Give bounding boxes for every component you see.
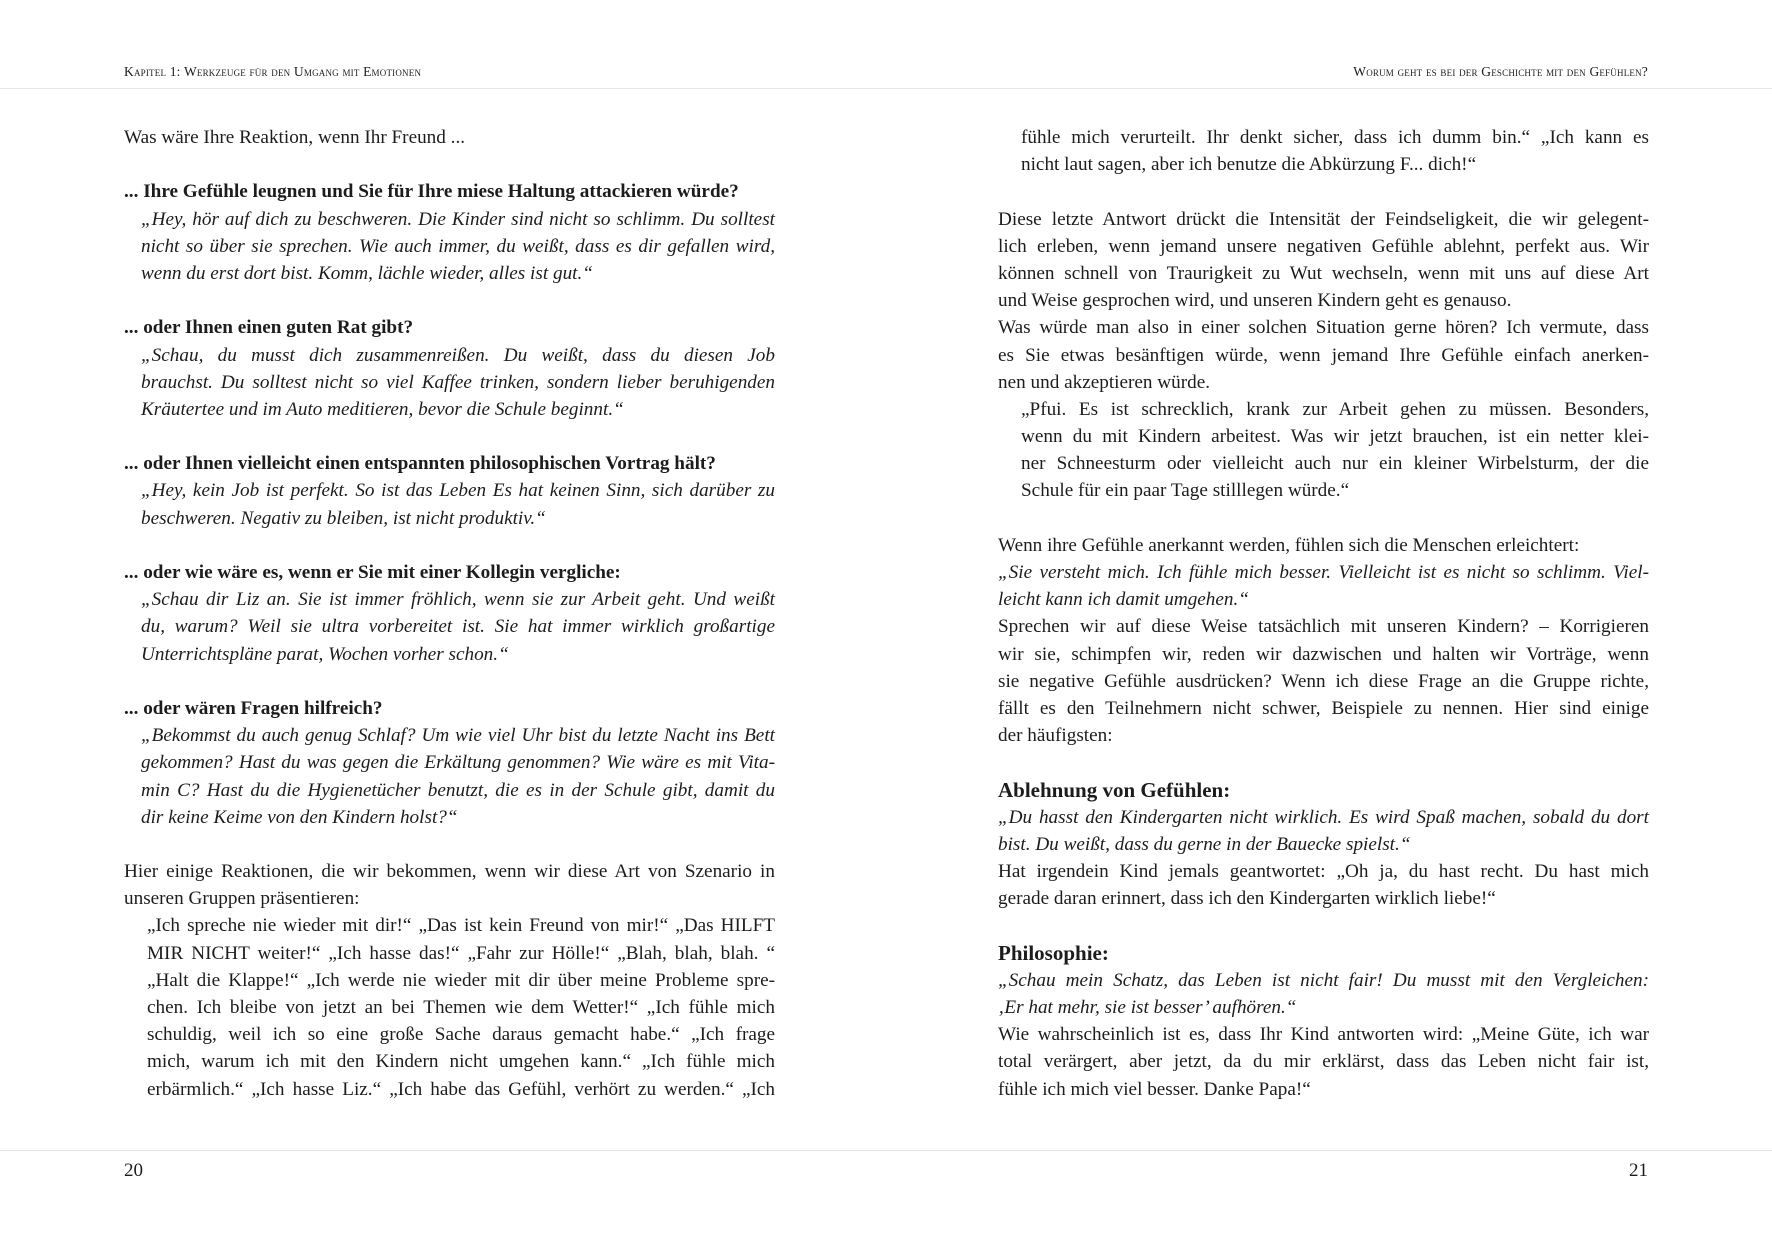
paragraph <box>998 314 1649 396</box>
text-line: Wenn ihre Gefühle anerkannt werden, fühlen sich die Menschen erleichtert: <box>998 534 1580 556</box>
section-heading <box>998 940 1649 967</box>
text-line: du, warum? Weil sie ultra vorbereitet ist. Sie hat immer wirklich großartige <box>141 616 775 638</box>
text-line: sie negative Gefühle ausdrücken? Wenn ich diese Frage an die Gruppe richte, <box>998 670 1649 692</box>
text-line: wenn du erst dort bist. Komm, lächle wieder, alles ist gut.“ <box>141 262 593 284</box>
right-page-body <box>998 124 1649 1103</box>
text-line: leicht kann ich damit umgehen.“ <box>998 589 1249 611</box>
text-line: mich, warum ich mit den Kindern nicht umgehen kann.“ „Ich fühle mich <box>147 1051 775 1073</box>
text-line: ... oder wie wäre es, wenn er Sie mit einer Kollegin vergliche: <box>124 562 621 583</box>
quote <box>998 559 1649 613</box>
quote <box>124 206 775 288</box>
text-line: Kräutertee und im Auto meditieren, bevor die Schule beginnt.“ <box>141 398 624 420</box>
text-line: MIR NICHT weiter!“ „Ich hasse das!“ „Fahr zur Hölle!“ „Blah, blah, blah. “ <box>147 942 775 964</box>
text-line: Hier einige Reaktionen, die wir bekommen, wenn wir diese Art von Szenario in <box>124 861 775 883</box>
quote <box>124 586 775 668</box>
text-line: „Schau dir Liz an. Sie ist immer fröhlich, wenn sie zur Arbeit geht. Und weißt <box>141 589 775 611</box>
text-line: min C? Hast du die Hygienetücher benutzt, die es in der Schule gibt, damit du <box>141 779 775 801</box>
text-line: Schule für ein paar Tage stilllegen würde.“ <box>1021 480 1350 502</box>
paragraph <box>998 858 1649 912</box>
quote <box>998 396 1649 505</box>
text-line: „Halt die Klappe!“ „Ich werde nie wieder mit dir über meine Probleme spre- <box>147 969 775 991</box>
paragraph <box>998 532 1649 559</box>
text-line: Diese letzte Antwort drückt die Intensität der Feindseligkeit, die wir gelegent- <box>998 208 1649 230</box>
text-line: „Ich spreche nie wieder mit dir!“ „Das ist kein Freund von mir!“ „Das HILFT <box>147 915 775 937</box>
text-line: nicht so über sie sprechen. Wie auch immer, du weißt, dass es dir gefallen wird, <box>141 235 775 257</box>
text-line: ner Schneesturm oder vielleicht auch nur ein kleiner Wirbelsturm, der die <box>1021 453 1649 475</box>
section-heading <box>998 777 1649 804</box>
text-line: beschweren. Negativ zu bleiben, ist nicht produktiv.“ <box>141 507 546 529</box>
text-line: fällt es den Teilnehmern nicht schwer, Beispiele zu nennen. Hier sind einige <box>998 697 1649 719</box>
text-line: ‚Er hat mehr, sie ist besser’ aufhören.“ <box>998 997 1297 1018</box>
text-line: Wie wahrscheinlich ist es, dass Ihr Kind antworten wird: „Meine Güte, ich war <box>998 1024 1649 1046</box>
text-line: „Sie versteht mich. Ich fühle mich besser. Vielleicht ist es nicht so schlimm. Viel- <box>998 562 1649 583</box>
subheading <box>124 559 775 586</box>
text-line: „Pfui. Es ist schrecklich, krank zur Arbeit gehen zu müssen. Besonders, <box>1021 398 1649 420</box>
running-head-left: Kapitel 1: Werkzeuge für den Umgang mit Emotionen <box>124 64 422 79</box>
text-line: „Hey, hör auf dich zu beschweren. Die Kinder sind nicht so schlimm. Du solltest <box>141 208 775 230</box>
paragraph <box>998 613 1649 749</box>
reactions-quote <box>124 912 775 1102</box>
text-line: Hat irgendein Kind jemals geantwortet: „Oh ja, du hast recht. Du hast mich <box>998 861 1649 883</box>
page-number-right: 21 <box>1629 1160 1648 1181</box>
text-line: dir keine Keime von den Kindern holst?“ <box>141 806 458 828</box>
text-line: Sprechen wir auf diese Weise tatsächlich mit unseren Kindern? – Korrigieren <box>998 616 1649 638</box>
quote <box>124 342 775 424</box>
text-line: Was würde man also in einer solchen Situation gerne hören? Ich vermute, dass <box>998 317 1649 339</box>
text-line: nicht laut sagen, aber ich benutze die Abkürzung F... dich!“ <box>1021 154 1477 176</box>
text-line: total verärgert, aber jetzt, da du mir erklärst, dass das Leben nicht fair ist, <box>998 1051 1649 1073</box>
page-number-left: 20 <box>124 1160 143 1181</box>
text-line: unseren Gruppen präsentieren: <box>124 888 360 910</box>
quote <box>998 804 1649 858</box>
subheading <box>124 695 775 722</box>
text-line: Philosophie: <box>998 940 1109 965</box>
paragraph <box>998 206 1649 315</box>
text-line: „Bekommst du auch genug Schlaf? Um wie viel Uhr bist du letzte Nacht ins Bett <box>141 725 775 747</box>
text-line: ... oder wären Fragen hilfreich? <box>124 697 383 719</box>
text-line: chen. Ich bleibe von jetzt an bei Themen wie dem Wetter!“ „Ich fühle mich <box>147 997 775 1018</box>
text-line: „Du hasst den Kindergarten nicht wirklich. Es wird Spaß machen, sobald du dort <box>998 806 1649 828</box>
subheading <box>124 178 775 205</box>
paragraph <box>998 1021 1649 1103</box>
intro-paragraph <box>124 124 775 151</box>
text-line: gekommen? Hast du was gegen die Erkältung genommen? Wie wäre es mit Vita- <box>141 752 775 774</box>
text-line: gerade daran erinnert, dass ich den Kindergarten wirklich liebe!“ <box>998 888 1496 910</box>
text-line: können schnell von Traurigkeit zu Wut wechseln, wenn mit uns auf diese Art <box>998 262 1649 284</box>
paragraph <box>124 858 775 912</box>
quote <box>124 477 775 531</box>
text-line: Ablehnung von Gefühlen: <box>998 777 1231 802</box>
text-line: fühle ich mich viel besser. Danke Papa!“ <box>998 1078 1311 1100</box>
text-line: Was wäre Ihre Reaktion, wenn Ihr Freund ... <box>124 127 466 148</box>
left-page-body <box>124 124 775 1103</box>
running-head-right: Worum geht es bei der Geschichte mit den Gefühlen? <box>1353 64 1648 79</box>
text-line: fühle mich verurteilt. Ihr denkt sicher, dass ich dumm bin.“ „Ich kann es <box>1021 127 1649 148</box>
text-line: der häufigsten: <box>998 725 1113 747</box>
text-line: erbärmlich.“ „Ich hasse Liz.“ „Ich habe das Gefühl, verhört zu werden.“ „Ich <box>147 1078 775 1100</box>
text-line: ... Ihre Gefühle leugnen und Sie für Ihre miese Haltung attackieren würde? <box>124 181 739 203</box>
text-line: „Hey, kein Job ist perfekt. So ist das Leben Es hat keinen Sinn, sich darüber zu <box>141 480 775 502</box>
text-line: Unterrichtspläne parat, Wochen vorher schon.“ <box>141 643 509 665</box>
text-line: schuldig, weil ich so eine große Sache daraus gemacht habe.“ „Ich frage <box>147 1024 775 1046</box>
text-line: ... oder Ihnen einen guten Rat gibt? <box>124 317 414 339</box>
text-line: es Sie etwas besänftigen würde, wenn jemand Ihre Gefühle einfach anerken- <box>998 344 1649 366</box>
text-line: brauchst. Du solltest nicht so viel Kaffee trinken, sondern lieber beruhigenden <box>141 371 775 393</box>
text-line: lich erleben, wenn jemand unsere negativen Gefühle ablehnt, perfekt aus. Wir <box>998 235 1649 257</box>
quote <box>124 722 775 831</box>
reactions-quote-continued <box>998 124 1649 178</box>
text-line: „Schau, du musst dich zusammenreißen. Du weißt, dass du diesen Job <box>141 344 775 366</box>
subheading <box>124 314 775 341</box>
text-line: wenn du mit Kindern arbeitest. Was wir jetzt brauchen, ist ein netter klei- <box>1021 426 1649 448</box>
quote <box>998 967 1649 1021</box>
header-divider <box>0 88 1772 89</box>
text-line: ... oder Ihnen vielleicht einen entspannten philosophischen Vortrag hält? <box>124 453 716 475</box>
text-line: wir sie, schimpfen wir, reden wir dazwischen und halten wir Vorträge, wenn <box>998 643 1649 665</box>
text-line: und Weise gesprochen wird, und unseren Kindern geht es genauso. <box>998 290 1512 312</box>
subheading <box>124 450 775 477</box>
footer-divider <box>0 1150 1772 1151</box>
text-line: nen und akzeptieren würde. <box>998 371 1211 393</box>
text-line: bist. Du weißt, dass du gerne in der Bauecke spielst.“ <box>998 833 1411 855</box>
text-line: „Schau mein Schatz, das Leben ist nicht fair! Du musst mit den Vergleichen: <box>998 969 1649 991</box>
